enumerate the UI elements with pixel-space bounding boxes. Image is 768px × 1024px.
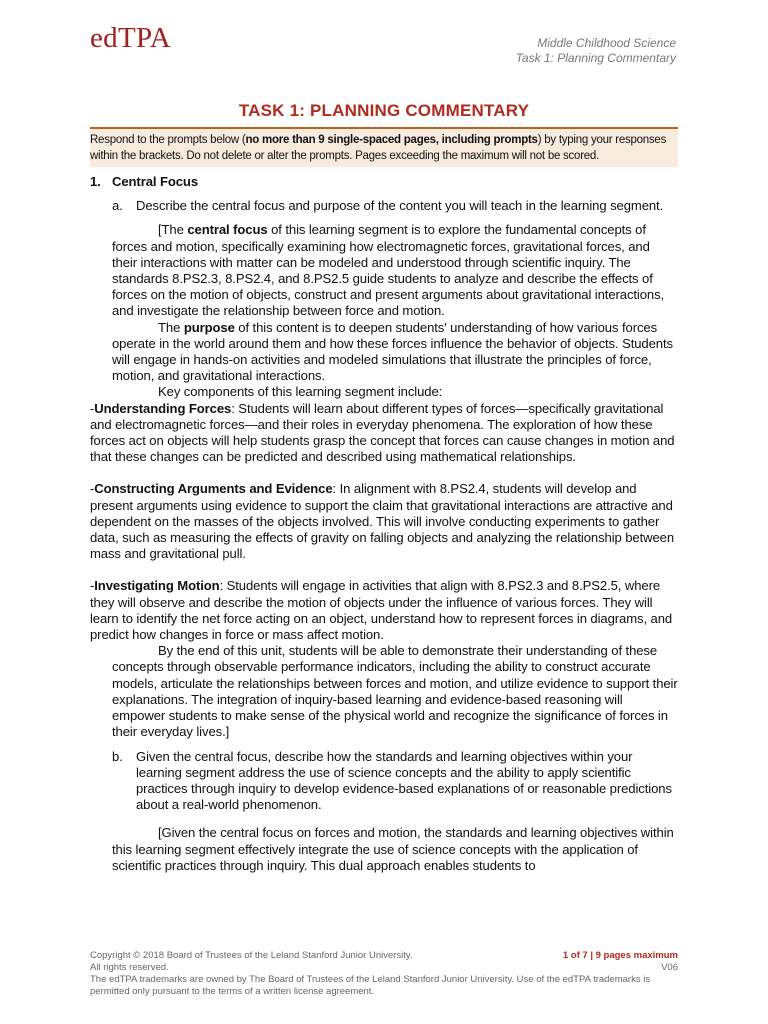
- prompt-a-label: a.: [112, 198, 123, 214]
- instructions-post: ) by typing your responses within the brackets. Do not delete or alter the prompts. Pages exceeding the maximum will not be scored.: [90, 134, 667, 162]
- header-task: Task 1: Planning Commentary: [515, 51, 676, 65]
- bullet-constructing-arguments[interactable]: [90, 481, 678, 562]
- response-a-paragraph-1[interactable]: [90, 222, 678, 319]
- resp-a-p2-pre: The: [158, 319, 184, 335]
- footer-copyright: Copyright © 2018 Board of Trustees of the Leland Stanford Junior University.: [90, 950, 413, 961]
- prompt-b-label: b.: [112, 748, 123, 764]
- page-title: TASK 1: PLANNING COMMENTARY: [238, 101, 530, 120]
- bullet3-lead: -: [90, 578, 95, 594]
- section-heading: [90, 174, 678, 190]
- prompt-a: [112, 198, 678, 214]
- prompt-a-text: Describe the central focus and purpose of the content you will teach in the learning segment.: [136, 198, 664, 214]
- prompt-b: [112, 749, 678, 814]
- response-a-paragraph-2[interactable]: [90, 320, 678, 385]
- instructions-pre: Respond to the prompts below (: [90, 134, 246, 146]
- footer-rights: All rights reserved.: [90, 962, 169, 973]
- bullet-investigating-motion[interactable]: [90, 578, 678, 643]
- response-a-closing[interactable]: By the end of this unit, students will be able to demonstrate their understanding of these concepts through observable performance indicators, including the ability to construct accurate models, articulate the relationships between forces and motion, and utilize evidence to support their explanations. The integration of inquiry-based learning and evidence-based reasoning will empower students to make sense of the physical world and recognize the significance of forces in their everyday lives.]: [112, 643, 678, 740]
- bullet1-lead: -: [90, 400, 95, 416]
- instructions-box: [90, 129, 678, 167]
- page-footer: [90, 950, 678, 998]
- response-a-paragraph-3[interactable]: Key components of this learning segment include:: [158, 384, 443, 400]
- section-number: 1.: [90, 174, 101, 189]
- bullet2-text: : In alignment with 8.PS2.4, students will develop and present arguments using evidence to support the claim that gravitational interactions are attractive and dependent on the masses of the objects involved. This will involve conducting experiments to gather data, such as measuring the effects of gravity on falling objects and analyzing the relationship between mass and gravitational pull.: [90, 481, 675, 562]
- bullet3-title: Investigating Motion: [94, 578, 220, 594]
- header-subject: Middle Childhood Science: [537, 36, 676, 50]
- resp-a-p1-bold: central focus: [187, 222, 268, 238]
- resp-a-p1-post: of this learning segment is to explore the fundamental concepts of forces and motion, specifically examining how electromagnetic forces, gravitational forces, and their interactions with matter can be modeled and understood through scientific inquiry. The standards 8.PS2.3, 8.PS2.4, and 8.PS2.5 guide students to analyze and describe the effects of forces on the motion of objects, construct and present arguments about gravitational interactions, and investigate the relationship between force and motion.: [112, 222, 665, 319]
- footer-trademark: The edTPA trademarks are owned by The Board of Trustees of the Leland Stanford Junior University. Use of the edTPA trademarks is permitted only pursuant to the terms of a written license agreement.: [90, 974, 651, 997]
- bullet3-text: : Students will engage in activities that align with 8.PS2.3 and 8.PS2.5, where they will observe and describe the motion of objects under the influence of various forces. They will learn to identify the net force acting on an object, understand how to represent forces in diagrams, and predict how changes in force or mass affect motion.: [90, 578, 673, 643]
- bullet1-text: : Students will learn about different types of forces—specifically gravitational and electromagnetic forces—and their roles in everyday phenomena. The exploration of how these forces act on objects will help students grasp the concept that forces can cause changes in motion and that these changes can be predicted and described using mathematical relationships.: [90, 400, 675, 465]
- resp-a-p2-bold: purpose: [183, 319, 235, 335]
- document-header: [516, 36, 676, 66]
- resp-a-p2-post: of this content is to deepen students' understanding of how various forces operate in the world around them and how these forces influence the behavior of objects. Students will engage in hands-on activities and modeled simulations that illustrate the principles of force, motion, and gravitational interactions.: [112, 319, 673, 384]
- footer-version: V06: [661, 962, 678, 973]
- bullet1-title: Understanding Forces: [94, 400, 232, 416]
- commentary-body: [90, 174, 678, 874]
- resp-a-p1-pre: [The: [158, 222, 188, 238]
- response-b-paragraph-1[interactable]: [Given the central focus on forces and motion, the standards and learning objectives within this learning segment effectively integrate the use of science concepts with the application of scientific practices through inquiry. This dual approach enables students to: [112, 825, 674, 873]
- bullet2-title: Constructing Arguments and Evidence: [94, 481, 333, 497]
- edtpa-logo: edTPA: [90, 22, 171, 54]
- instructions-bold: no more than 9 single-spaced pages, including prompts: [245, 134, 538, 146]
- footer-page-info: 1 of 7 | 9 pages maximum: [562, 950, 678, 961]
- prompt-b-text: Given the central focus, describe how the standards and learning objectives within your learning segment address the use of science concepts and the ability to apply scientific practices through inquiry to develop evidence-based explanations of or reasonable predictions about a real-world phenomenon.: [136, 748, 672, 813]
- bullet2-lead: -: [90, 481, 95, 497]
- section-title: Central Focus: [112, 174, 199, 189]
- bullet-understanding-forces[interactable]: [90, 401, 678, 466]
